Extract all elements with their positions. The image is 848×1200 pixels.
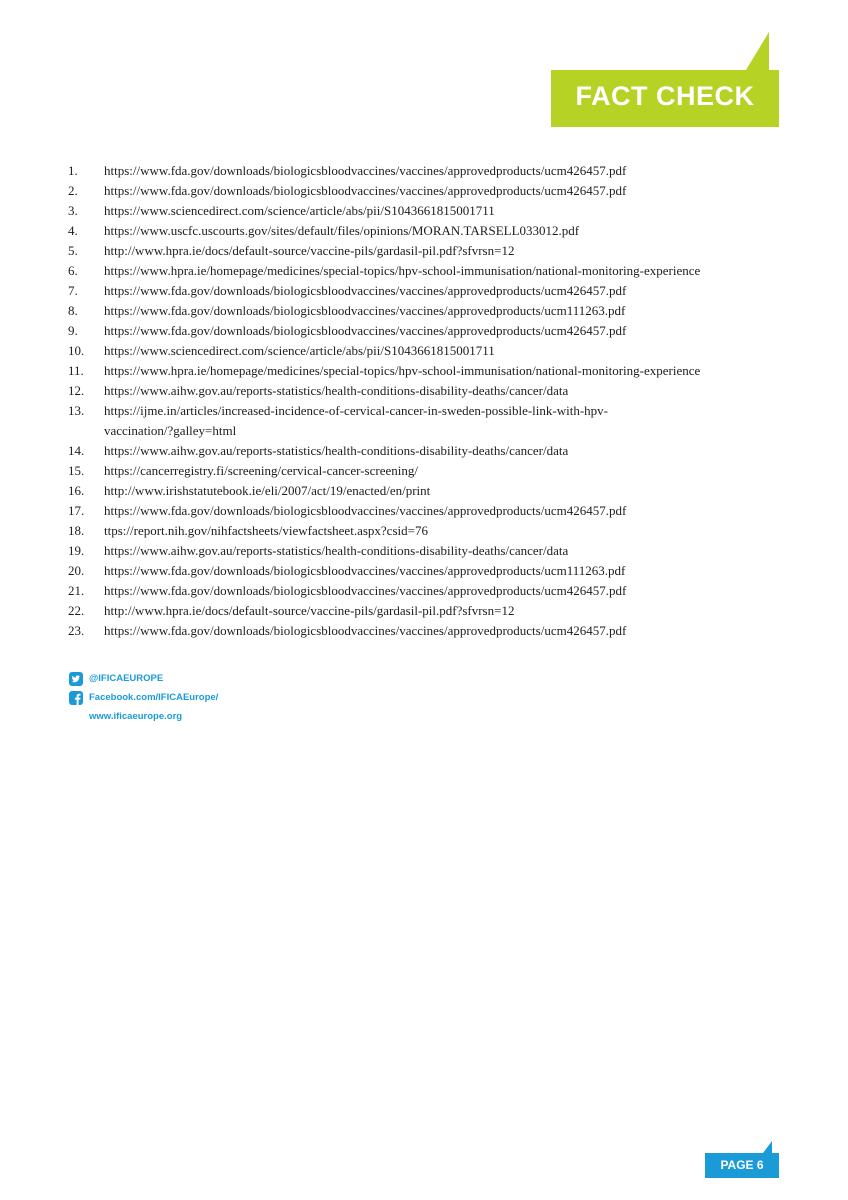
reference-number: 16. (68, 483, 85, 498)
reference-link[interactable]: https://www.fda.gov/downloads/biologicsbloodvaccines/vaccines/approvedproducts/ucm426457.pdf (104, 163, 627, 178)
reference-list (68, 161, 788, 641)
reference-number: 15. (68, 463, 85, 478)
reference-link[interactable]: http://www.hpra.ie/docs/default-source/vaccine-pils/gardasil-pil.pdf?sfvrsn=12 (104, 243, 515, 258)
reference-link[interactable]: https://ijme.in/articles/increased-incidence-of-cervical-cancer-in-sweden-possible-link-with-hpv-vaccination/?galley=html (104, 403, 609, 438)
list-item (68, 441, 788, 461)
reference-link[interactable]: https://www.fda.gov/downloads/biologicsbloodvaccines/vaccines/approvedproducts/ucm426457.pdf (104, 283, 627, 298)
list-item (68, 241, 788, 261)
reference-number: 6. (68, 263, 78, 278)
reference-number: 21. (68, 583, 85, 598)
reference-number: 2. (68, 183, 78, 198)
reference-link[interactable]: https://www.sciencedirect.com/science/article/abs/pii/S1043661815001711 (104, 343, 495, 358)
list-item (68, 341, 788, 361)
reference-link[interactable]: https://www.aihw.gov.au/reports-statistics/health-conditions-disability-deaths/cancer/data (104, 383, 569, 398)
page-number: PAGE 6 (720, 1158, 764, 1172)
reference-number: 9. (68, 323, 78, 338)
reference-number: 5. (68, 243, 78, 258)
contact-block (69, 669, 218, 726)
reference-link[interactable]: https://www.hpra.ie/homepage/medicines/special-topics/hpv-school-immunisation/national-monitoring-experience (104, 263, 701, 278)
list-item (68, 461, 788, 481)
reference-link[interactable]: https://www.fda.gov/downloads/biologicsbloodvaccines/vaccines/approvedproducts/ucm111263.pdf (104, 303, 626, 318)
reference-number: 11. (68, 363, 84, 378)
reference-link[interactable]: https://www.fda.gov/downloads/biologicsbloodvaccines/vaccines/approvedproducts/ucm426457.pdf (104, 583, 627, 598)
reference-number: 12. (68, 383, 85, 398)
reference-link[interactable]: http://www.hpra.ie/docs/default-source/vaccine-pils/gardasil-pil.pdf?sfvrsn=12 (104, 603, 515, 618)
list-item (68, 381, 788, 401)
page-title: FACT CHECK (575, 81, 755, 111)
list-item (68, 321, 788, 341)
twitter-handle[interactable]: @IFICAEUROPE (89, 673, 164, 684)
reference-number: 17. (68, 503, 85, 518)
list-item (68, 521, 788, 541)
reference-number: 3. (68, 203, 78, 218)
reference-link[interactable]: https://www.fda.gov/downloads/biologicsbloodvaccines/vaccines/approvedproducts/ucm426457.pdf (104, 183, 627, 198)
reference-link[interactable]: https://www.aihw.gov.au/reports-statistics/health-conditions-disability-deaths/cancer/data (104, 543, 569, 558)
reference-link[interactable]: https://www.fda.gov/downloads/biologicsbloodvaccines/vaccines/approvedproducts/ucm111263.pdf (104, 563, 626, 578)
reference-link[interactable]: http://www.irishstatutebook.ie/eli/2007/act/19/enacted/en/print (104, 483, 431, 498)
list-item (68, 561, 788, 581)
reference-number: 8. (68, 303, 78, 318)
list-item (68, 501, 788, 521)
list-item (68, 281, 788, 301)
twitter-row (69, 669, 218, 688)
list-item (68, 201, 788, 221)
list-item (68, 401, 788, 441)
website-row (69, 707, 218, 726)
website-link[interactable]: www.ificaeurope.org (89, 711, 183, 722)
reference-number: 19. (68, 543, 85, 558)
list-item (68, 181, 788, 201)
reference-link[interactable]: ttps://report.nih.gov/nihfactsheets/viewfactsheet.aspx?csid=76 (104, 523, 428, 538)
fact-check-badge (551, 32, 779, 127)
reference-number: 1. (68, 163, 78, 178)
reference-link[interactable]: https://www.sciencedirect.com/science/article/abs/pii/S1043661815001711 (104, 203, 495, 218)
list-item (68, 481, 788, 501)
reference-link[interactable]: https://www.hpra.ie/homepage/medicines/special-topics/hpv-school-immunisation/national-monitoring-experience (104, 363, 701, 378)
reference-number: 13. (68, 403, 85, 418)
list-item (68, 601, 788, 621)
list-item (68, 541, 788, 561)
facebook-link[interactable]: Facebook.com/IFICAEurope/ (89, 692, 219, 703)
reference-number: 18. (68, 523, 85, 538)
twitter-icon (69, 672, 83, 686)
list-item (68, 221, 788, 241)
reference-number: 14. (68, 443, 85, 458)
reference-number: 22. (68, 603, 85, 618)
reference-link[interactable]: https://cancerregistry.fi/screening/cervical-cancer-screening/ (104, 463, 418, 478)
reference-number: 10. (68, 343, 85, 358)
reference-link[interactable]: https://www.aihw.gov.au/reports-statistics/health-conditions-disability-deaths/cancer/data (104, 443, 569, 458)
page-number-badge (705, 1141, 779, 1178)
facebook-icon (69, 691, 83, 705)
list-item (68, 261, 788, 281)
list-item (68, 161, 788, 181)
reference-link[interactable]: https://www.uscfc.uscourts.gov/sites/default/files/opinions/MORAN.TARSELL033012.pdf (104, 223, 580, 238)
list-item (68, 301, 788, 321)
reference-number: 23. (68, 623, 85, 638)
list-item (68, 361, 788, 381)
reference-number: 20. (68, 563, 85, 578)
reference-number: 7. (68, 283, 78, 298)
reference-link[interactable]: https://www.fda.gov/downloads/biologicsbloodvaccines/vaccines/approvedproducts/ucm426457.pdf (104, 503, 627, 518)
reference-link[interactable]: https://www.fda.gov/downloads/biologicsbloodvaccines/vaccines/approvedproducts/ucm426457.pdf (104, 323, 627, 338)
list-item (68, 581, 788, 601)
reference-number: 4. (68, 223, 78, 238)
list-item (68, 621, 788, 641)
facebook-row (69, 688, 218, 707)
reference-link[interactable]: https://www.fda.gov/downloads/biologicsbloodvaccines/vaccines/approvedproducts/ucm426457.pdf (104, 623, 627, 638)
